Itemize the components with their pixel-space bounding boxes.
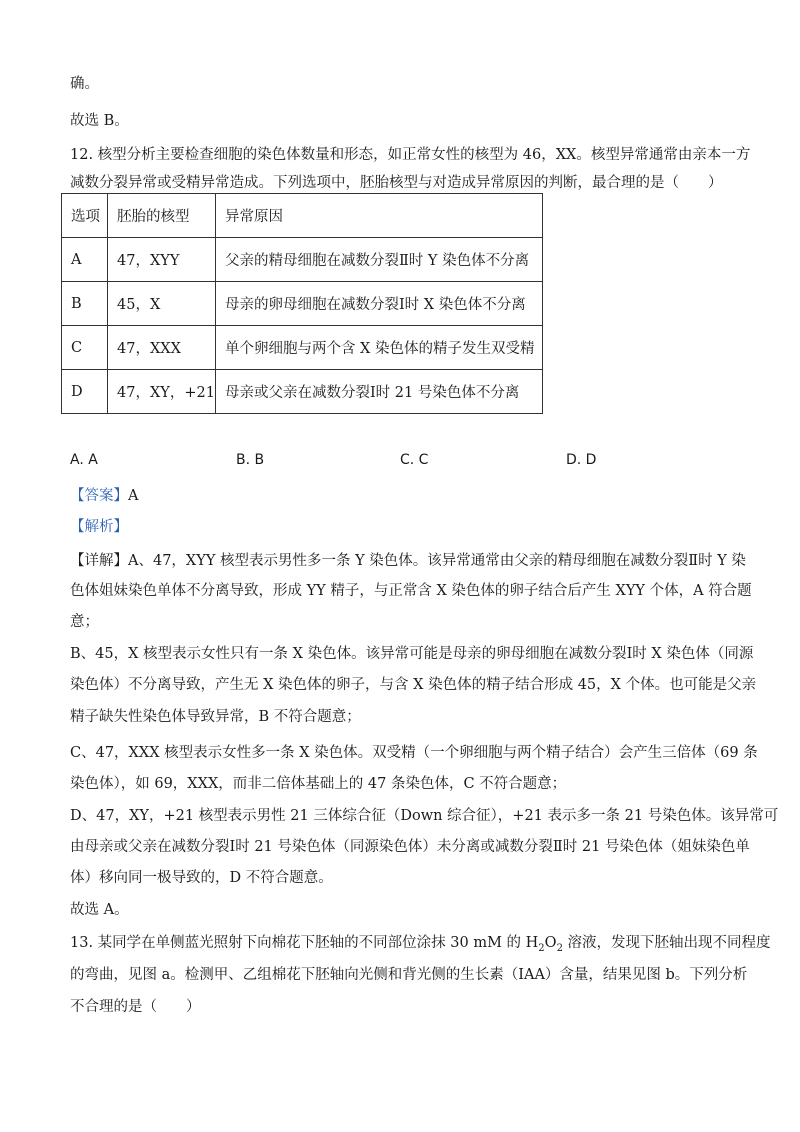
row-d-karyotype: 47，XY，+21	[108, 370, 216, 414]
previous-choice: 故选 B。	[70, 113, 129, 129]
header-cause: 异常原因	[215, 194, 542, 238]
previous-answer-tail: 确。	[70, 76, 99, 92]
final-choice: 故选 A。	[70, 902, 129, 918]
q13-line-2: 的弯曲，见图 a。检测甲、乙组棉花下胚轴向光侧和背光侧的生长素（IAA）含量，结果见图 b。下列分析	[70, 967, 748, 983]
explanation-line-7: C、47，XXX 核型表示女性多一条 X 染色体。双受精（一个卵细胞与两个精子结合）会产生三倍体（69 条	[70, 745, 758, 761]
explanation-line-9: D、47，XY，+21 核型表示男性 21 三体综合征（Down 综合征），+21 表示多一条 21 号染色体。该异常可	[70, 808, 779, 824]
row-c-karyotype: 47，XXX	[108, 326, 216, 370]
explanation-line-11: 体）移向同一极导致的，D 不符合题意。	[70, 870, 333, 886]
table-row	[62, 326, 543, 370]
table-header-row	[62, 194, 543, 238]
answer-value: A	[128, 488, 139, 504]
row-a-karyotype: 47，XYY	[108, 238, 216, 282]
table-row	[62, 238, 543, 282]
explanation-line-3: 意；	[70, 614, 99, 630]
explanation-line-2: 色体姐妹染色单体不分离导致，形成 YY 精子，与正常含 X 染色体的卵子结合后产生 XYY 个体，A 符合题	[70, 583, 752, 599]
karyotype-table	[61, 193, 543, 414]
row-a-option: A	[62, 238, 108, 282]
explanation-line-6: 精子缺失性染色体导致异常，B 不符合题意；	[70, 709, 361, 725]
q13-line-1-mid: O	[544, 935, 557, 951]
q12-stem-line-2: 减数分裂异常或受精异常造成。下列选项中，胚胎核型与对造成异常原因的判断，最合理的是（ ）	[70, 175, 723, 191]
row-c-cause: 单个卵细胞与两个含 X 染色体的精子发生双受精	[215, 326, 542, 370]
explanation-text: A、47，XYY 核型表示男性多一条 Y 染色体。该异常通常由父亲的精母细胞在减数分裂Ⅱ时 Y 染	[128, 553, 746, 569]
row-d-cause: 母亲或父亲在减数分裂Ⅰ时 21 号染色体不分离	[215, 370, 542, 414]
table-row	[62, 370, 543, 414]
option-c: C. C	[400, 452, 429, 468]
option-d: D. D	[566, 452, 597, 468]
explanation-line-5: 染色体）不分离导致，产生无 X 染色体的卵子，与含 X 染色体的精子结合形成 45，X 个体。也可能是父亲	[70, 677, 757, 693]
explanation-line-4: B、45，X 核型表示女性只有一条 X 染色体。该异常可能是母亲的卵母细胞在减数分裂Ⅰ时 X 染色体（同源	[70, 646, 754, 662]
row-b-option: B	[62, 282, 108, 326]
explanation-line-1	[70, 549, 746, 570]
q13-line-3: 不合理的是（ ）	[70, 999, 201, 1015]
option-b: B. B	[236, 452, 265, 468]
row-c-option: C	[62, 326, 108, 370]
subscript: 2	[556, 942, 563, 954]
analysis-tag: 【解析】	[70, 519, 128, 535]
explanation-line-8: 染色体），如 69，XXX，而非二倍体基础上的 47 条染色体，C 不符合题意；	[70, 776, 567, 792]
row-b-cause: 母亲的卵母细胞在减数分裂Ⅰ时 X 染色体不分离	[215, 282, 542, 326]
row-a-cause: 父亲的精母细胞在减数分裂Ⅱ时 Y 染色体不分离	[215, 238, 542, 282]
header-karyotype: 胚胎的核型	[108, 194, 216, 238]
q13-line-1	[70, 931, 771, 954]
table-row	[62, 282, 543, 326]
row-d-option: D	[62, 370, 108, 414]
option-a: A. A	[70, 452, 98, 468]
row-b-karyotype: 45，X	[108, 282, 216, 326]
q13-line-1-part-a: 13. 某同学在单侧蓝光照射下向棉花下胚轴的不同部位涂抹 30 mM 的 H	[70, 935, 539, 951]
q12-stem-line-1: 12. 核型分析主要检查细胞的染色体数量和形态，如正常女性的核型为 46，XX。核型异常通常由亲本一方	[70, 147, 751, 163]
answer-line	[70, 484, 138, 505]
subscript: 2	[538, 942, 545, 954]
detail-tag: 【详解】	[70, 553, 128, 569]
explanation-line-10: 由母亲或父亲在减数分裂Ⅰ时 21 号染色体（同源染色体）未分离或减数分裂Ⅱ时 21 号染色体（姐妹染色单	[70, 839, 750, 855]
answer-tag: 【答案】	[70, 488, 128, 504]
q13-line-1-part-b: 溶液，发现下胚轴出现不同程度	[562, 935, 771, 951]
header-option: 选项	[62, 194, 108, 238]
